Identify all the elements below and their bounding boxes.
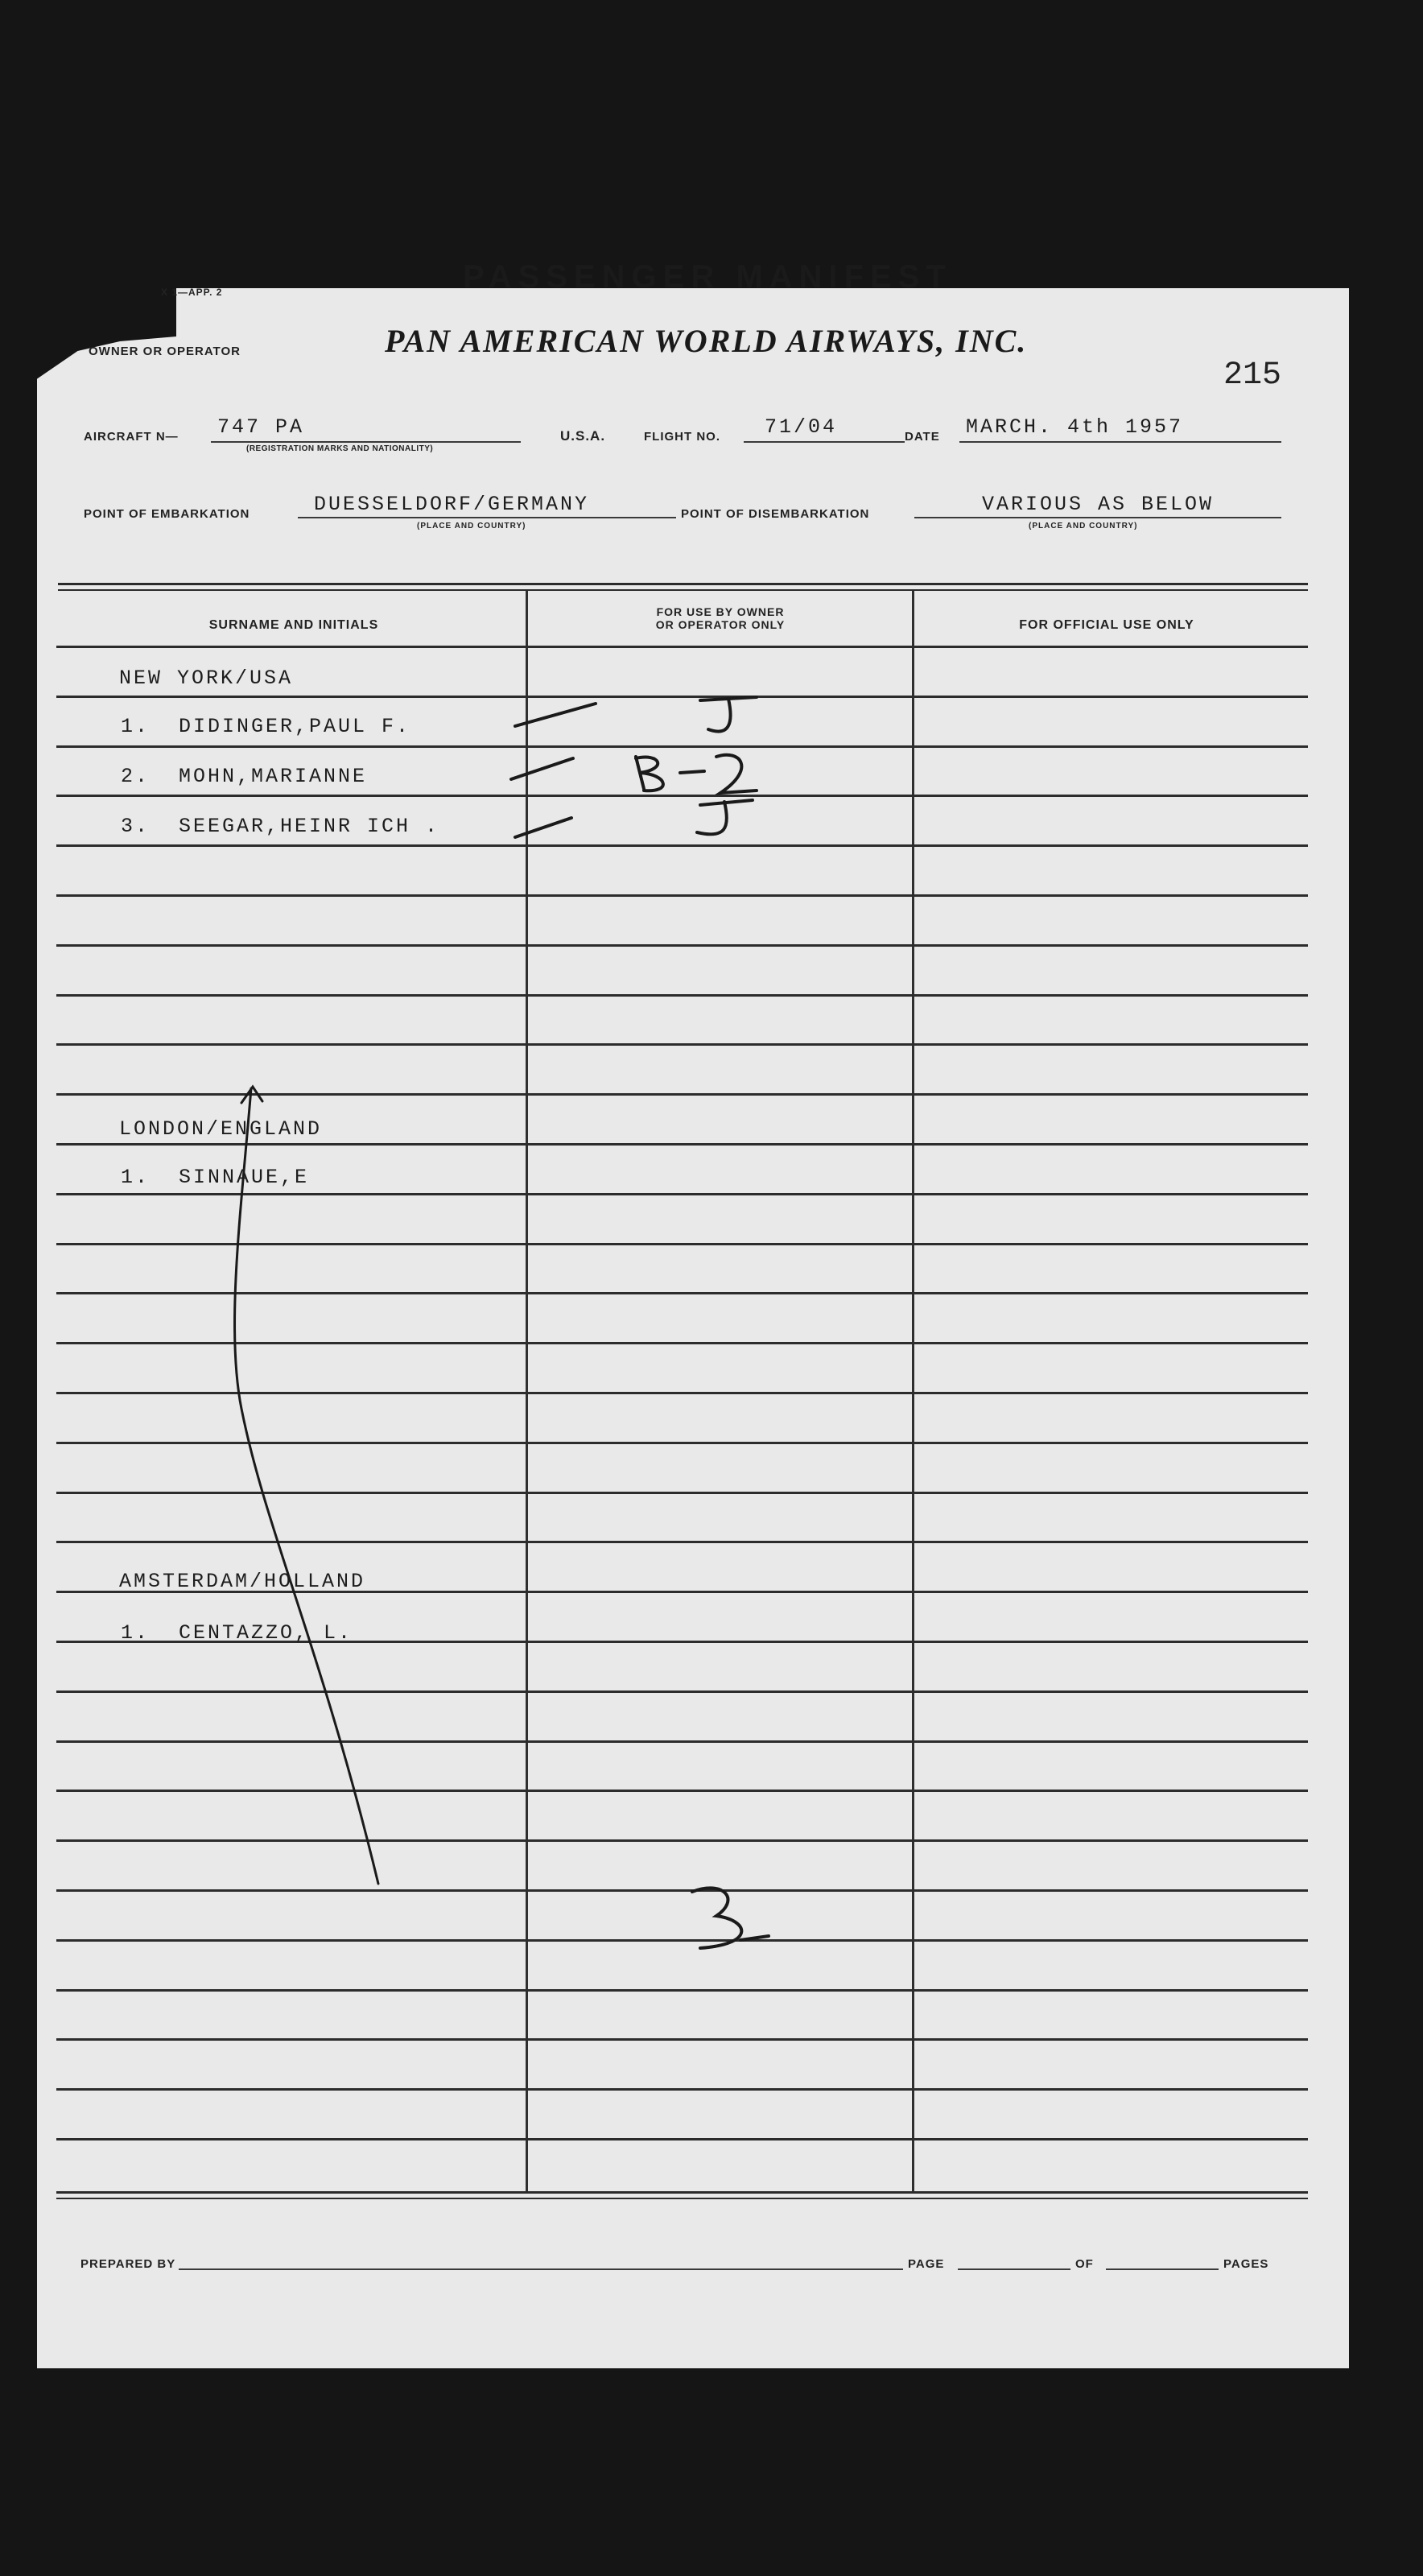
table-row-line xyxy=(56,1243,1308,1245)
table-row-line xyxy=(56,894,1308,897)
passenger-name: SINNAUE,E xyxy=(179,1166,310,1189)
table-row-line xyxy=(56,844,1308,847)
form-code: X 1—APP. 2 xyxy=(161,287,223,298)
disembarkation-label: POINT OF DISEMBARKATION xyxy=(681,507,870,521)
table-row-line xyxy=(56,1740,1308,1743)
destination-london: LONDON/ENGLAND xyxy=(119,1117,323,1141)
usa-label: U.S.A. xyxy=(560,428,606,444)
table-row-line xyxy=(56,1143,1308,1146)
table-row-line xyxy=(56,1939,1308,1942)
passenger-name: MOHN,MARIANNE xyxy=(179,765,368,788)
table-row-line xyxy=(56,2038,1308,2041)
page-label: PAGE xyxy=(908,2257,945,2271)
page-line xyxy=(958,2268,1070,2270)
table-row-line xyxy=(56,1392,1308,1394)
passenger-number: 1. xyxy=(121,715,151,738)
embarkation-caption: (PLACE AND COUNTRY) xyxy=(417,522,526,530)
flight-value: 71/04 xyxy=(765,415,838,439)
table-bottom-rule xyxy=(56,2191,1308,2194)
table-row-line xyxy=(56,2088,1308,2091)
table-row-line xyxy=(56,2138,1308,2140)
manifest-sheet xyxy=(37,288,1349,2368)
column-header-owner-line2: OR OPERATOR ONLY xyxy=(655,618,786,631)
passenger-name: DIDINGER,PAUL F. xyxy=(179,715,411,738)
flight-label: FLIGHT NO. xyxy=(644,430,720,444)
destination-amsterdam: AMSTERDAM/HOLLAND xyxy=(119,1570,366,1593)
disembarkation-underline xyxy=(914,517,1281,518)
table-row-line xyxy=(56,1093,1308,1096)
table-row-line xyxy=(56,994,1308,997)
column-header-surname: SURNAME AND INITIALS xyxy=(208,618,379,632)
date-value: MARCH. 4th 1957 xyxy=(966,415,1184,439)
table-row-line xyxy=(56,944,1308,947)
table-bottom-rule-double xyxy=(56,2198,1308,2199)
column-header-official: FOR OFFICIAL USE ONLY xyxy=(1019,618,1194,632)
prepared-by-line xyxy=(179,2268,903,2270)
column-header-owner-line1: FOR USE BY OWNER xyxy=(656,605,785,618)
of-label: OF xyxy=(1075,2257,1094,2271)
company-name: PAN AMERICAN WORLD AIRWAYS, INC. xyxy=(385,323,1028,359)
aircraft-label: AIRCRAFT N— xyxy=(84,430,179,444)
table-top-rule xyxy=(58,583,1308,585)
passenger-name: CENTAZZO, L. xyxy=(179,1621,353,1645)
date-label: DATE xyxy=(905,430,940,444)
passenger-name: SEEGAR,HEINR ICH . xyxy=(179,815,440,838)
aircraft-caption: (REGISTRATION MARKS AND NATIONALITY) xyxy=(246,444,434,453)
table-row-line xyxy=(56,1043,1308,1046)
table-row-line xyxy=(56,646,1308,648)
table-row-line xyxy=(56,1193,1308,1195)
owner-label: OWNER OR OPERATOR xyxy=(89,345,241,358)
date-underline xyxy=(959,441,1281,443)
disembarkation-caption: (PLACE AND COUNTRY) xyxy=(1029,522,1138,530)
table-row-line xyxy=(56,1442,1308,1444)
page-number-stamp: 215 xyxy=(1223,357,1282,394)
flight-underline xyxy=(744,441,905,443)
table-row-line xyxy=(56,1690,1308,1693)
embarkation-value: DUESSELDORF/GERMANY xyxy=(314,493,590,516)
passenger-number: 3. xyxy=(121,815,151,838)
passenger-number: 1. xyxy=(121,1621,151,1645)
destination-new-york: NEW YORK/USA xyxy=(119,667,294,690)
table-row-line xyxy=(56,1839,1308,1842)
table-row-line xyxy=(56,795,1308,797)
embarkation-underline xyxy=(298,517,676,518)
aircraft-value: 747 PA xyxy=(217,415,305,439)
table-row-line xyxy=(56,1342,1308,1344)
aircraft-underline xyxy=(211,441,521,443)
table-row-line xyxy=(56,1989,1308,1992)
embarkation-label: POINT OF EMBARKATION xyxy=(84,507,250,521)
manifest-title: PASSENGER MANIFEST xyxy=(463,259,952,295)
passenger-number: 2. xyxy=(121,765,151,788)
of-line xyxy=(1106,2268,1219,2270)
disembarkation-value: VARIOUS AS BELOW xyxy=(982,493,1215,516)
table-row-line xyxy=(56,1790,1308,1792)
pages-label: PAGES xyxy=(1223,2257,1269,2271)
table-row-line xyxy=(56,696,1308,698)
table-top-rule-double xyxy=(58,589,1308,591)
table-row-line xyxy=(56,1292,1308,1294)
table-row-line xyxy=(56,1492,1308,1494)
prepared-by-label: PREPARED BY xyxy=(80,2257,176,2271)
passenger-number: 1. xyxy=(121,1166,151,1189)
table-row-line xyxy=(56,1541,1308,1543)
table-row-line xyxy=(56,745,1308,748)
table-row-line xyxy=(56,1889,1308,1892)
